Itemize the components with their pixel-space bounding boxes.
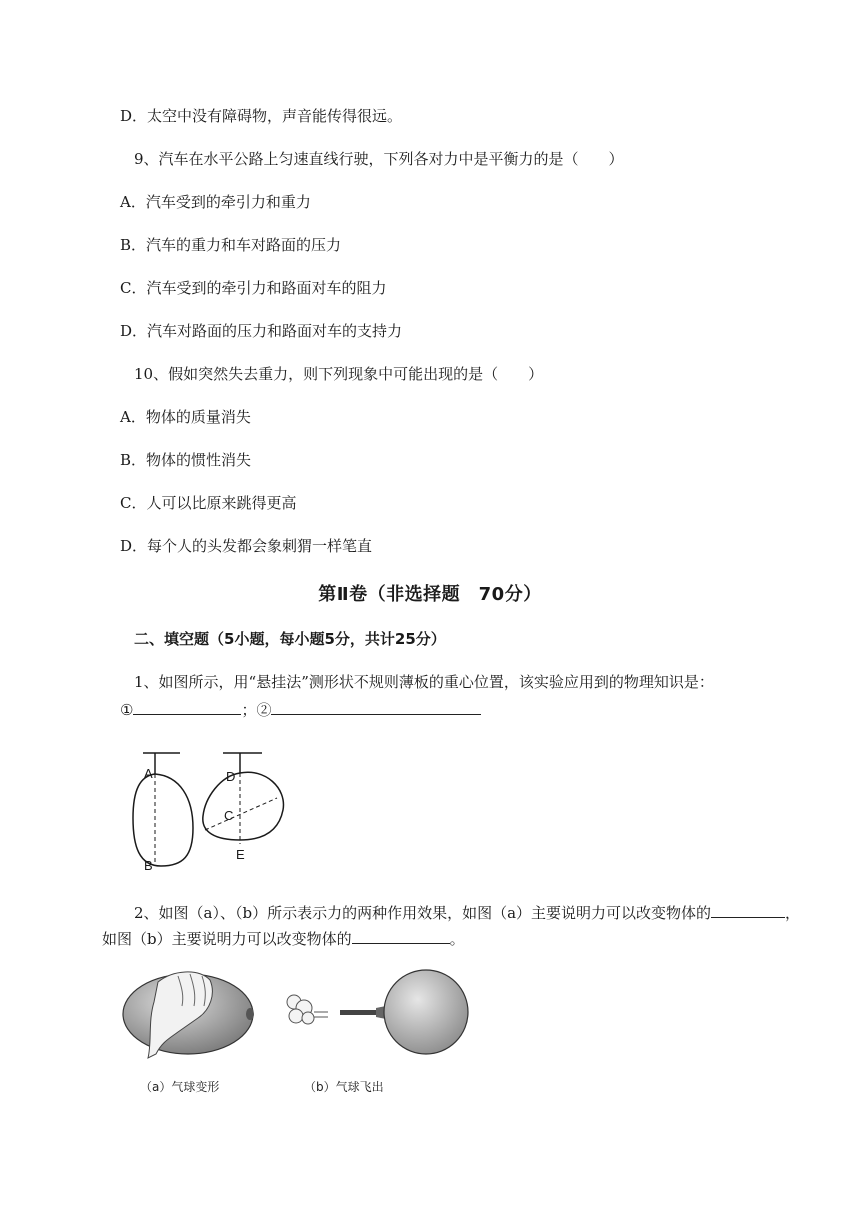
fill-1-answer-line [120, 698, 481, 720]
answer-blank-4[interactable] [352, 927, 450, 944]
answer-blank-2[interactable] [271, 698, 481, 715]
q9-option-a: A．汽车受到的牵引力和重力 [120, 193, 311, 211]
fill-2-period: 。 [449, 930, 465, 948]
option-d-prev: D．太空中没有障碍物，声音能传得很远。 [120, 107, 403, 125]
flying-balloon [384, 970, 468, 1054]
balloon-figure [118, 962, 478, 1067]
caption-a: （a）气球变形 [140, 1080, 220, 1094]
answer-blank-3[interactable] [711, 901, 785, 918]
fill-1-stem: 1、如图所示，用“悬挂法”测形状不规则薄板的重心位置，该实验应用到的物理知识是： [134, 673, 714, 691]
suspension-figure [125, 748, 295, 873]
fill-2-stem-b: 如图（b）主要说明力可以改变物体的 [102, 930, 352, 948]
air-puff-icon [287, 995, 314, 1024]
q9-option-b: B．汽车的重力和车对路面的压力 [120, 236, 342, 254]
q10-option-b: B．物体的惯性消失 [120, 451, 252, 469]
fill-2-stem-a: 2、如图（a）、（b）所示表示力的两种作用效果，如图（a）主要说明力可以改变物体的 [134, 904, 712, 922]
q10-option-c: C．人可以比原来跳得更高 [120, 494, 297, 512]
fill-2-comma: ， [785, 904, 801, 922]
label-d: D [226, 769, 236, 784]
nozzle [340, 1010, 376, 1015]
q9-option-d: D．汽车对路面的压力和路面对车的支持力 [120, 322, 403, 340]
answer-mark-1: ① [120, 701, 134, 719]
q10-option-a: A．物体的质量消失 [120, 408, 251, 426]
q10-option-d: D．每个人的头发都会象刺猬一样笔直 [120, 537, 373, 555]
q9-option-c: C．汽车受到的牵引力和路面对车的阻力 [120, 279, 387, 297]
label-a: A [144, 766, 153, 781]
label-b: B [144, 858, 153, 873]
answer-blank-1[interactable] [133, 698, 241, 715]
label-e: E [236, 847, 245, 862]
part-2-title: 第Ⅱ卷（非选择题 70分） [318, 584, 542, 605]
question-10-stem: 10、假如突然失去重力，则下列现象中可能出现的是（ ） [134, 365, 544, 383]
fill-2-stem-line-2 [102, 927, 465, 949]
section-heading: 二、填空题（5小题，每小题5分，共计25分） [134, 630, 446, 648]
answer-mark-2: ；② [241, 701, 272, 719]
caption-b: （b）气球飞出 [304, 1080, 384, 1094]
label-c: C [224, 808, 234, 823]
fill-2-stem-line-1 [134, 901, 800, 923]
question-9-stem: 9、汽车在水平公路上匀速直线行驶，下列各对力中是平衡力的是（ ） [134, 150, 624, 168]
